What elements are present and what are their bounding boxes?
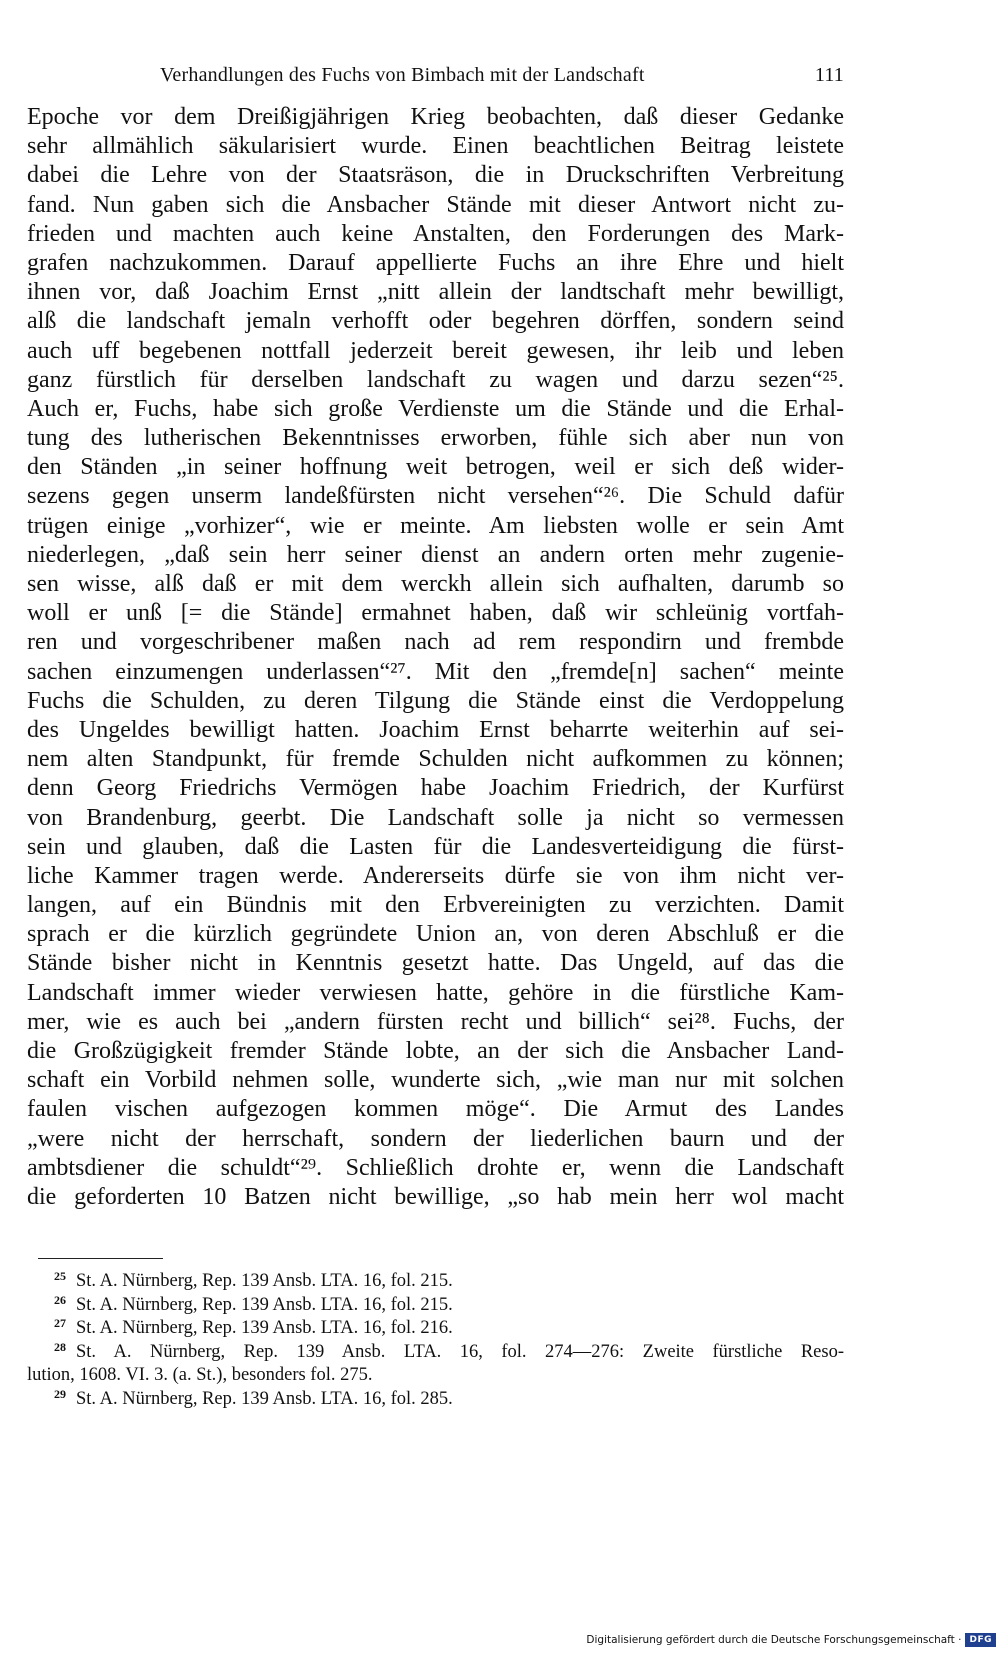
body-line: liche Kammer tragen werde. Andererseits dürfe sie von ihm nicht ver- bbox=[27, 862, 844, 889]
body-line: tung des lutherischen Bekenntnisses erworben, fühle sich aber nun von bbox=[27, 425, 844, 452]
body-line: trügen einige „vorhizer“, wie er meinte. Am liebsten wolle er sein Amt bbox=[27, 512, 844, 539]
body-line: Auch er, Fuchs, habe sich große Verdienste um die Stände und die Erhal- bbox=[27, 395, 844, 422]
footnote-28-continuation: lution, 1608. VI. 3. (a. St.), besonders fol. 275. bbox=[27, 1365, 373, 1386]
footnote-text: St. A. Nürnberg, Rep. 139 Ansb. LTA. 16, fol. 216. bbox=[76, 1318, 453, 1339]
body-line: alß die landschaft jemaln verhofft oder begehren dörffen, sondern seind bbox=[27, 308, 844, 335]
body-line: niederlegen, „daß sein herr seiner dienst an andern orten mehr zugenie- bbox=[27, 541, 844, 568]
credit-text: Digitalisierung gefördert durch die Deutsche Forschungsgemeinschaft · bbox=[586, 1634, 962, 1646]
body-line: die geforderten 10 Batzen nicht bewillige, „so hab mein herr wol macht bbox=[27, 1183, 844, 1210]
footnote-28 bbox=[27, 1341, 844, 1365]
body-line: mer, wie es auch bei „andern fürsten recht und billich“ sei²⁸. Fuchs, der bbox=[27, 1008, 844, 1035]
body-line: Fuchs die Schulden, zu deren Tilgung die Stände einst die Verdoppelung bbox=[27, 687, 844, 714]
footnote-27 bbox=[27, 1317, 844, 1341]
running-title: Verhandlungen des Fuchs von Bimbach mit der Landschaft bbox=[160, 64, 645, 86]
body-line: woll er unß [= die Stände] ermahnet haben, daß wir schleünig vortfah- bbox=[27, 600, 844, 627]
footnote-29 bbox=[27, 1388, 844, 1412]
footnote-number: 28 bbox=[54, 1340, 66, 1354]
body-line: Epoche vor dem Dreißigjährigen Krieg beobachten, daß dieser Gedanke bbox=[27, 104, 844, 130]
footnote-text: St. A. Nürnberg, Rep. 139 Ansb. LTA. 16, fol. 215. bbox=[76, 1294, 453, 1315]
body-line: faulen vischen aufgezogen kommen möge“. Die Armut des Landes bbox=[27, 1096, 844, 1123]
body-text bbox=[27, 103, 844, 1212]
body-line: frieden und machten auch keine Anstalten, den Forderungen des Mark- bbox=[27, 220, 844, 247]
page-number: 111 bbox=[814, 64, 844, 86]
body-line: grafen nachzukommen. Darauf appellierte Fuchs an ihre Ehre und hielt bbox=[27, 249, 844, 276]
body-line: sen wisse, alß daß er mit dem werckh allein sich aufhalten, darumb so bbox=[27, 571, 844, 597]
body-line: auch uff begebenen nottfall jederzeit bereit gewesen, ihr leib und leben bbox=[27, 337, 844, 364]
body-line: sachen einzumengen underlassen“²⁷. Mit den „fremde[n] sachen“ meinte bbox=[27, 658, 844, 685]
footnote-text: St. A. Nürnberg, Rep. 139 Ansb. LTA. 16, fol. 285. bbox=[76, 1388, 453, 1409]
body-line: dabei die Lehre von der Staatsräson, die in Druckschriften Verbreitung bbox=[27, 162, 844, 189]
body-line: denn Georg Friedrichs Vermögen habe Joachim Friedrich, der Kurfürst bbox=[27, 775, 844, 802]
body-line: sezens gegen unserm landeßfürsten nicht versehen“²⁶. Die Schuld dafür bbox=[27, 483, 844, 510]
body-line: ren und vorgeschribener maßen nach ad rem respondirn und frembde bbox=[27, 629, 844, 656]
footnote-number: 26 bbox=[54, 1293, 66, 1307]
digitization-credit bbox=[586, 1633, 996, 1647]
body-line: nem alten Standpunkt, für fremde Schulden nicht aufkommen zu können; bbox=[27, 746, 844, 773]
body-line: sprach er die kürzlich gegründete Union an, von deren Abschluß er die bbox=[27, 921, 844, 948]
running-header bbox=[160, 64, 844, 94]
body-line: ihnen vor, daß Joachim Ernst „nitt allein der landtschaft mehr bewilligt, bbox=[27, 279, 844, 306]
footnote-26 bbox=[27, 1294, 844, 1318]
footnote-number: 29 bbox=[54, 1387, 66, 1401]
footnote-number: 25 bbox=[54, 1270, 66, 1283]
body-line: „were nicht der herrschaft, sondern der liederlichen baurn und der bbox=[27, 1125, 844, 1152]
body-line: von Brandenburg, geerbt. Die Landschaft solle ja nicht so vermessen bbox=[27, 804, 844, 831]
body-line: die Großzügigkeit fremder Stände lobte, an der sich die Ansbacher Land- bbox=[27, 1038, 844, 1064]
body-line: sehr allmählich säkularisiert wurde. Einen beachtlichen Beitrag leistete bbox=[27, 133, 844, 160]
body-line: schaft ein Vorbild nehmen solle, wunderte sich, „wie man nur mit solchen bbox=[27, 1067, 844, 1094]
body-line: den Ständen „in seiner hoffnung weit betrogen, weil er sich deß wider- bbox=[27, 454, 844, 481]
footnotes bbox=[27, 1270, 844, 1412]
body-line: ganz fürstlich für derselben landschaft zu wagen und darzu sezen“²⁵. bbox=[27, 366, 844, 393]
body-line: langen, auf ein Bündnis mit den Erbvereinigten zu verzichten. Damit bbox=[27, 892, 844, 919]
body-line: Stände bisher nicht in Kenntnis gesetzt hatte. Das Ungeld, auf das die bbox=[27, 950, 844, 977]
body-line: des Ungeldes bewilligt hatten. Joachim Ernst beharrte weiterhin auf sei- bbox=[27, 716, 844, 743]
footnote-separator bbox=[38, 1258, 163, 1259]
footnote-number: 27 bbox=[54, 1317, 66, 1331]
body-line: fand. Nun gaben sich die Ansbacher Stände mit dieser Antwort nicht zu- bbox=[27, 191, 844, 218]
body-line: Landschaft immer wieder verwiesen hatte, gehöre in die fürstliche Kam- bbox=[27, 979, 844, 1006]
body-line: ambtsdiener die schuldt“²⁹. Schließlich drohte er, wenn die Landschaft bbox=[27, 1154, 844, 1181]
footnote-text: St. A. Nürnberg, Rep. 139 Ansb. LTA. 16, fol. 215. bbox=[76, 1271, 453, 1291]
dfg-logo-icon: DFG bbox=[965, 1633, 996, 1647]
footnote-25 bbox=[27, 1270, 844, 1294]
body-line: sein und glauben, daß die Lasten für die Landesverteidigung die fürst- bbox=[27, 833, 844, 860]
footnote-text: St. A. Nürnberg, Rep. 139 Ansb. LTA. 16, fol. 274—276: Zweite fürstliche Reso- bbox=[76, 1341, 844, 1362]
